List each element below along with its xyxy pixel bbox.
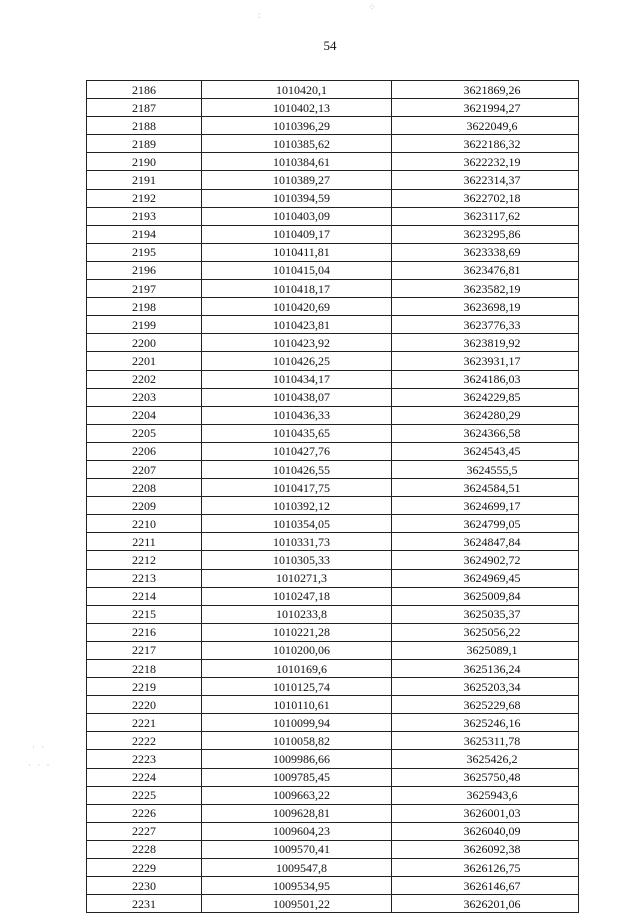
y-coordinate-cell: 3624969,45 (392, 569, 579, 587)
point-number-cell: 2217 (87, 641, 202, 659)
x-coordinate-cell: 1010417,75 (202, 479, 392, 497)
coordinates-table-body (87, 81, 579, 913)
y-coordinate-cell: 3625943,6 (392, 786, 579, 804)
table-row (87, 768, 579, 786)
point-number-cell: 2216 (87, 623, 202, 641)
table-row (87, 388, 579, 406)
table-row (87, 678, 579, 696)
y-coordinate-cell: 3623931,17 (392, 352, 579, 370)
table-row (87, 352, 579, 370)
scan-speck: · · (32, 742, 47, 752)
y-coordinate-cell: 3625136,24 (392, 660, 579, 678)
x-coordinate-cell: 1009534,95 (202, 877, 392, 895)
x-coordinate-cell: 1010435,65 (202, 424, 392, 442)
point-number-cell: 2202 (87, 370, 202, 388)
point-number-cell: 2189 (87, 135, 202, 153)
point-number-cell: 2230 (87, 877, 202, 895)
x-coordinate-cell: 1010427,76 (202, 442, 392, 460)
y-coordinate-cell: 3625426,2 (392, 750, 579, 768)
x-coordinate-cell: 1010411,81 (202, 243, 392, 261)
point-number-cell: 2204 (87, 406, 202, 424)
y-coordinate-cell: 3624186,03 (392, 370, 579, 388)
point-number-cell: 2199 (87, 316, 202, 334)
table-row (87, 334, 579, 352)
table-row (87, 822, 579, 840)
point-number-cell: 2191 (87, 171, 202, 189)
x-coordinate-cell: 1010420,1 (202, 81, 392, 99)
table-row (87, 442, 579, 460)
point-number-cell: 2214 (87, 587, 202, 605)
x-coordinate-cell: 1010394,59 (202, 189, 392, 207)
x-coordinate-cell: 1010354,05 (202, 515, 392, 533)
point-number-cell: 2205 (87, 424, 202, 442)
x-coordinate-cell: 1009570,41 (202, 840, 392, 858)
y-coordinate-cell: 3624699,17 (392, 497, 579, 515)
point-number-cell: 2194 (87, 225, 202, 243)
y-coordinate-cell: 3622702,18 (392, 189, 579, 207)
y-coordinate-cell: 3623117,62 (392, 207, 579, 225)
x-coordinate-cell: 1009986,66 (202, 750, 392, 768)
point-number-cell: 2208 (87, 479, 202, 497)
y-coordinate-cell: 3624366,58 (392, 424, 579, 442)
y-coordinate-cell: 3624902,72 (392, 551, 579, 569)
table-row (87, 460, 579, 478)
point-number-cell: 2197 (87, 280, 202, 298)
y-coordinate-cell: 3623582,19 (392, 280, 579, 298)
y-coordinate-cell: 3625009,84 (392, 587, 579, 605)
point-number-cell: 2212 (87, 551, 202, 569)
table-row (87, 261, 579, 279)
y-coordinate-cell: 3626126,75 (392, 859, 579, 877)
table-row (87, 587, 579, 605)
x-coordinate-cell: 1010426,55 (202, 460, 392, 478)
y-coordinate-cell: 3625035,37 (392, 605, 579, 623)
table-row (87, 171, 579, 189)
point-number-cell: 2222 (87, 732, 202, 750)
x-coordinate-cell: 1009547,8 (202, 859, 392, 877)
scan-speck: : (258, 10, 263, 20)
x-coordinate-cell: 1010415,04 (202, 261, 392, 279)
y-coordinate-cell: 3624280,29 (392, 406, 579, 424)
point-number-cell: 2229 (87, 859, 202, 877)
table-row (87, 605, 579, 623)
table-row (87, 298, 579, 316)
table-row (87, 859, 579, 877)
x-coordinate-cell: 1009501,22 (202, 895, 392, 913)
point-number-cell: 2226 (87, 804, 202, 822)
x-coordinate-cell: 1010221,28 (202, 623, 392, 641)
table-row (87, 515, 579, 533)
table-row (87, 424, 579, 442)
y-coordinate-cell: 3624543,45 (392, 442, 579, 460)
coordinates-table-container (86, 80, 578, 913)
point-number-cell: 2198 (87, 298, 202, 316)
table-row (87, 479, 579, 497)
y-coordinate-cell: 3623776,33 (392, 316, 579, 334)
y-coordinate-cell: 3625750,48 (392, 768, 579, 786)
coordinates-table (86, 80, 579, 913)
table-row (87, 135, 579, 153)
y-coordinate-cell: 3623476,81 (392, 261, 579, 279)
x-coordinate-cell: 1010420,69 (202, 298, 392, 316)
table-row (87, 569, 579, 587)
x-coordinate-cell: 1010438,07 (202, 388, 392, 406)
x-coordinate-cell: 1010418,17 (202, 280, 392, 298)
point-number-cell: 2218 (87, 660, 202, 678)
point-number-cell: 2231 (87, 895, 202, 913)
point-number-cell: 2192 (87, 189, 202, 207)
point-number-cell: 2195 (87, 243, 202, 261)
y-coordinate-cell: 3623295,86 (392, 225, 579, 243)
y-coordinate-cell: 3623698,19 (392, 298, 579, 316)
point-number-cell: 2203 (87, 388, 202, 406)
table-row (87, 207, 579, 225)
table-row (87, 189, 579, 207)
y-coordinate-cell: 3625056,22 (392, 623, 579, 641)
table-row (87, 370, 579, 388)
x-coordinate-cell: 1010385,62 (202, 135, 392, 153)
y-coordinate-cell: 3626146,67 (392, 877, 579, 895)
y-coordinate-cell: 3621869,26 (392, 81, 579, 99)
x-coordinate-cell: 1009663,22 (202, 786, 392, 804)
point-number-cell: 2200 (87, 334, 202, 352)
x-coordinate-cell: 1010110,61 (202, 696, 392, 714)
table-row (87, 660, 579, 678)
x-coordinate-cell: 1010409,17 (202, 225, 392, 243)
x-coordinate-cell: 1010125,74 (202, 678, 392, 696)
x-coordinate-cell: 1010396,29 (202, 117, 392, 135)
table-row (87, 786, 579, 804)
y-coordinate-cell: 3624847,84 (392, 533, 579, 551)
point-number-cell: 2221 (87, 714, 202, 732)
table-row (87, 732, 579, 750)
point-number-cell: 2225 (87, 786, 202, 804)
x-coordinate-cell: 1010058,82 (202, 732, 392, 750)
x-coordinate-cell: 1010434,17 (202, 370, 392, 388)
table-row (87, 840, 579, 858)
point-number-cell: 2228 (87, 840, 202, 858)
x-coordinate-cell: 1010403,09 (202, 207, 392, 225)
point-number-cell: 2186 (87, 81, 202, 99)
x-coordinate-cell: 1010389,27 (202, 171, 392, 189)
y-coordinate-cell: 3625311,78 (392, 732, 579, 750)
y-coordinate-cell: 3626040,09 (392, 822, 579, 840)
point-number-cell: 2224 (87, 768, 202, 786)
y-coordinate-cell: 3622049,6 (392, 117, 579, 135)
x-coordinate-cell: 1010233,8 (202, 605, 392, 623)
y-coordinate-cell: 3624555,5 (392, 460, 579, 478)
point-number-cell: 2213 (87, 569, 202, 587)
point-number-cell: 2188 (87, 117, 202, 135)
x-coordinate-cell: 1010331,73 (202, 533, 392, 551)
point-number-cell: 2206 (87, 442, 202, 460)
point-number-cell: 2210 (87, 515, 202, 533)
y-coordinate-cell: 3625229,68 (392, 696, 579, 714)
table-row (87, 877, 579, 895)
table-row (87, 551, 579, 569)
y-coordinate-cell: 3622232,19 (392, 153, 579, 171)
y-coordinate-cell: 3622314,37 (392, 171, 579, 189)
y-coordinate-cell: 3626201,06 (392, 895, 579, 913)
point-number-cell: 2211 (87, 533, 202, 551)
table-row (87, 714, 579, 732)
x-coordinate-cell: 1010384,61 (202, 153, 392, 171)
table-row (87, 804, 579, 822)
table-row (87, 696, 579, 714)
point-number-cell: 2209 (87, 497, 202, 515)
y-coordinate-cell: 3624799,05 (392, 515, 579, 533)
table-row (87, 641, 579, 659)
y-coordinate-cell: 3626001,03 (392, 804, 579, 822)
point-number-cell: 2193 (87, 207, 202, 225)
y-coordinate-cell: 3623819,92 (392, 334, 579, 352)
x-coordinate-cell: 1010423,92 (202, 334, 392, 352)
x-coordinate-cell: 1010099,94 (202, 714, 392, 732)
point-number-cell: 2207 (87, 460, 202, 478)
table-row (87, 153, 579, 171)
x-coordinate-cell: 1010169,6 (202, 660, 392, 678)
table-row (87, 117, 579, 135)
table-row (87, 81, 579, 99)
table-row (87, 895, 579, 913)
x-coordinate-cell: 1010423,81 (202, 316, 392, 334)
point-number-cell: 2215 (87, 605, 202, 623)
x-coordinate-cell: 1010305,33 (202, 551, 392, 569)
point-number-cell: 2196 (87, 261, 202, 279)
y-coordinate-cell: 3621994,27 (392, 99, 579, 117)
table-row (87, 533, 579, 551)
point-number-cell: 2220 (87, 696, 202, 714)
table-row (87, 750, 579, 768)
y-coordinate-cell: 3626092,38 (392, 840, 579, 858)
table-row (87, 243, 579, 261)
page-number: 54 (323, 38, 337, 53)
y-coordinate-cell: 3625246,16 (392, 714, 579, 732)
y-coordinate-cell: 3625203,34 (392, 678, 579, 696)
point-number-cell: 2223 (87, 750, 202, 768)
point-number-cell: 2219 (87, 678, 202, 696)
table-row (87, 497, 579, 515)
scan-speck: · · · (28, 760, 52, 770)
table-row (87, 406, 579, 424)
x-coordinate-cell: 1010402,13 (202, 99, 392, 117)
x-coordinate-cell: 1010271,3 (202, 569, 392, 587)
table-row (87, 99, 579, 117)
scan-speck: ⁘ (368, 2, 378, 12)
point-number-cell: 2227 (87, 822, 202, 840)
x-coordinate-cell: 1009604,23 (202, 822, 392, 840)
table-row (87, 225, 579, 243)
y-coordinate-cell: 3624584,51 (392, 479, 579, 497)
y-coordinate-cell: 3623338,69 (392, 243, 579, 261)
point-number-cell: 2187 (87, 99, 202, 117)
x-coordinate-cell: 1010392,12 (202, 497, 392, 515)
table-row (87, 623, 579, 641)
point-number-cell: 2190 (87, 153, 202, 171)
table-row (87, 316, 579, 334)
x-coordinate-cell: 1010200,06 (202, 641, 392, 659)
x-coordinate-cell: 1009628,81 (202, 804, 392, 822)
x-coordinate-cell: 1010436,33 (202, 406, 392, 424)
x-coordinate-cell: 1009785,45 (202, 768, 392, 786)
table-row (87, 280, 579, 298)
y-coordinate-cell: 3625089,1 (392, 641, 579, 659)
x-coordinate-cell: 1010247,18 (202, 587, 392, 605)
y-coordinate-cell: 3624229,85 (392, 388, 579, 406)
y-coordinate-cell: 3622186,32 (392, 135, 579, 153)
point-number-cell: 2201 (87, 352, 202, 370)
x-coordinate-cell: 1010426,25 (202, 352, 392, 370)
